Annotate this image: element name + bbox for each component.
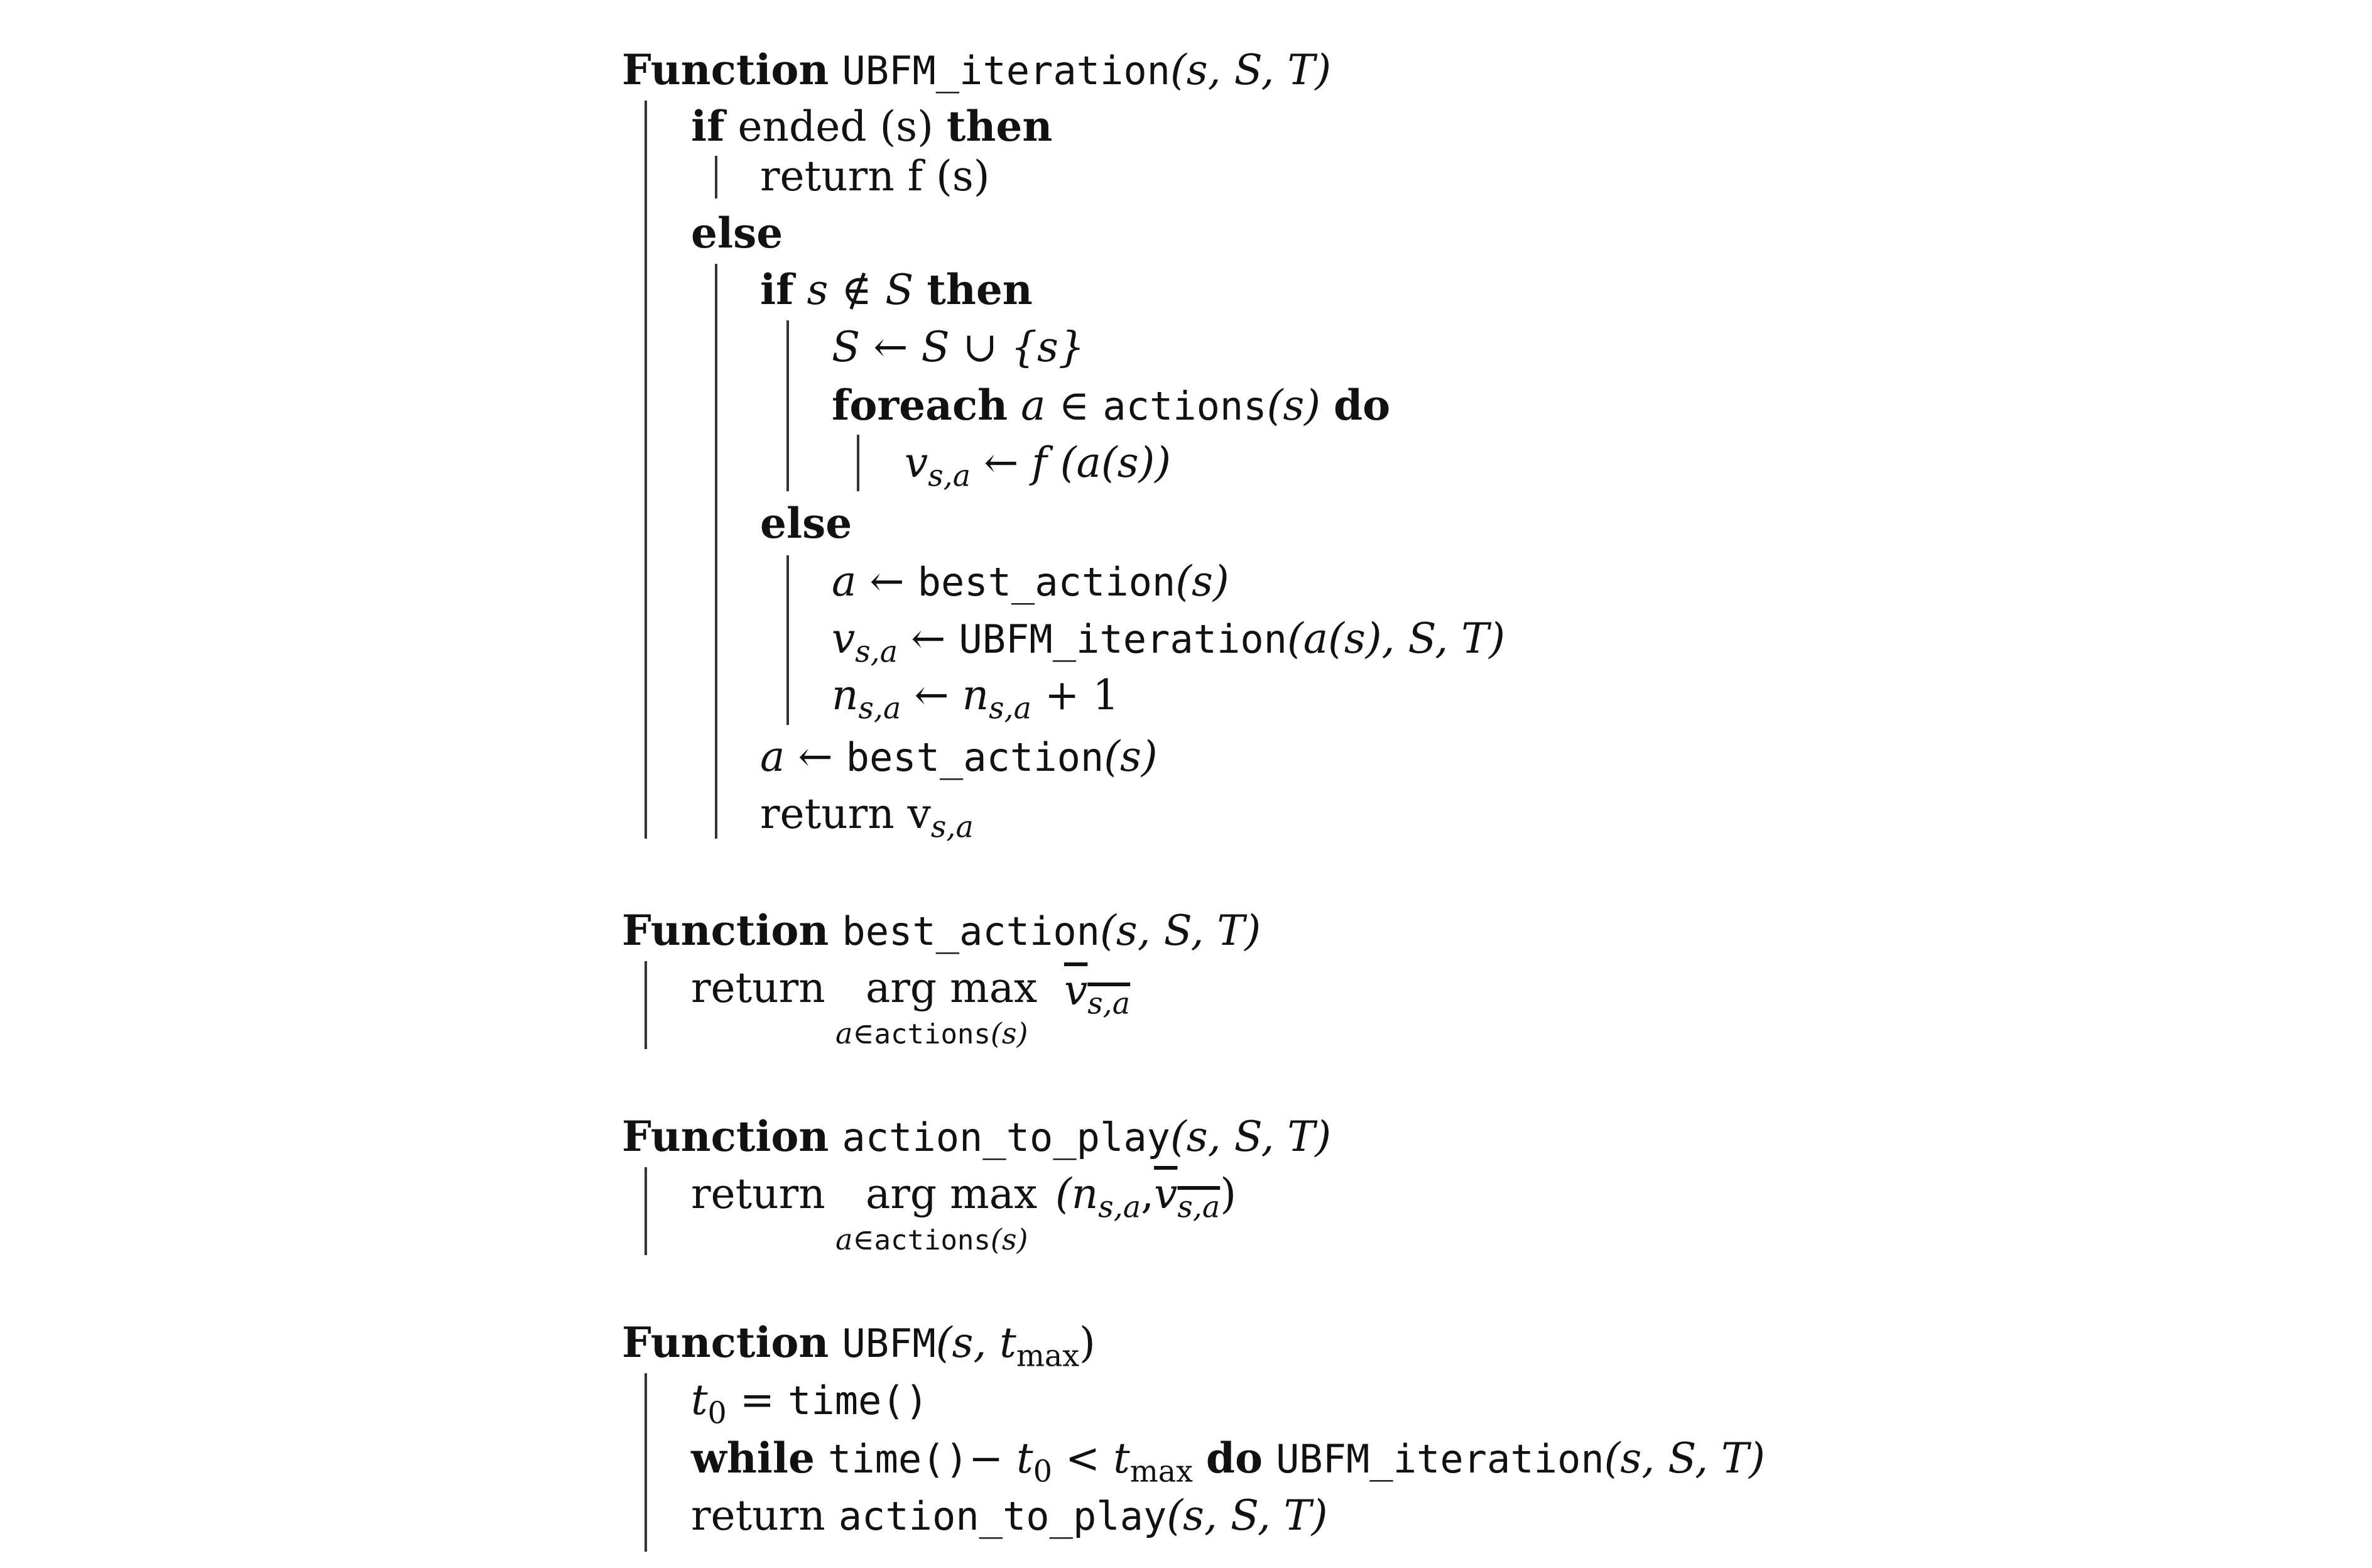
- n-symbol: n: [832, 671, 859, 719]
- line-return-v: [760, 790, 974, 845]
- line-if-not-in: [760, 265, 1033, 314]
- return-v: return v: [760, 790, 931, 838]
- argmax-subscript: a∈actions(s): [835, 1016, 1028, 1050]
- a-assign: a ←: [832, 557, 905, 606]
- time-call: time(): [827, 1436, 969, 1482]
- block-bar: [715, 264, 717, 839]
- return-keyword: return: [691, 1170, 825, 1218]
- line-return-argmax: [691, 1170, 825, 1218]
- ubfm-iteration-args: (a(s), S, T): [1287, 614, 1506, 663]
- block-bar: [645, 961, 647, 1049]
- line-v-recursive: [832, 614, 1506, 670]
- block-bar: [715, 156, 717, 199]
- a-assign: a ←: [760, 732, 833, 781]
- line-s-union: [832, 323, 1085, 371]
- n-subscript: s,a: [858, 691, 901, 726]
- function-keyword: Function: [622, 1112, 829, 1161]
- function-args: (s, S, T): [1170, 1113, 1332, 1161]
- function-args: (s, t: [935, 1319, 1016, 1367]
- plus-one: + 1: [1044, 671, 1119, 719]
- actions-call: actions: [1102, 383, 1267, 429]
- while-keyword: while: [691, 1434, 815, 1483]
- v-subscript: s,a: [928, 459, 971, 494]
- return-keyword: return: [691, 964, 825, 1012]
- block-bar: [857, 435, 859, 491]
- n-rhs-subscript: s,a: [989, 691, 1031, 726]
- function-name: UBFM_iteration: [842, 48, 1170, 94]
- block-bar: [645, 1373, 647, 1552]
- return-f: return f (s): [760, 152, 990, 200]
- do-keyword: do: [1205, 1434, 1263, 1483]
- not-in-expr: s ∉ S: [807, 266, 914, 314]
- ended-call: ended (s): [737, 102, 933, 151]
- function-args: (s, S, T): [1170, 46, 1332, 94]
- do-keyword: do: [1333, 381, 1391, 430]
- return-v-subscript: s,a: [930, 810, 974, 845]
- then-keyword: then: [946, 102, 1053, 151]
- n-arrow: ← n: [914, 671, 989, 719]
- line-return-argmax: [691, 964, 825, 1012]
- else-keyword: else: [760, 499, 852, 548]
- actions-arg: (s): [1266, 381, 1320, 430]
- v-subscript: s,a: [855, 634, 898, 670]
- best-action-arg: (s): [1104, 732, 1158, 781]
- block-bar: [786, 320, 789, 491]
- v-bar-mean: $v_{s,a}$: [1064, 966, 1131, 1021]
- return-keyword: return: [691, 1491, 825, 1540]
- v-assign-rhs: ← f (a(s)): [984, 438, 1172, 487]
- line-else-2: [760, 499, 852, 548]
- argmax-subscript: a∈actions(s): [835, 1222, 1028, 1256]
- if-keyword: if: [691, 102, 725, 151]
- line-if-ended: [691, 102, 1053, 151]
- best-action-arg: (s): [1175, 557, 1229, 606]
- else-keyword: else: [691, 209, 783, 258]
- function-header-action-to-play: [622, 1112, 1332, 1161]
- argmax-operator: arg max: [866, 1170, 1038, 1218]
- foreach-keyword: foreach: [832, 381, 1008, 430]
- action-to-play-call: action_to_play: [838, 1493, 1167, 1539]
- tmax-subscript: max: [1016, 1339, 1080, 1374]
- time-call: time(): [788, 1378, 929, 1424]
- s-union-expr: S ← S ∪ {s}: [832, 323, 1085, 371]
- function-name: best_action: [842, 908, 1101, 954]
- line-t0-time: $t_0$ = time(): [691, 1376, 929, 1431]
- best-action-call: best_action: [917, 559, 1176, 605]
- function-keyword: Function: [622, 906, 829, 955]
- ubfm-iteration-call: UBFM_iteration: [959, 616, 1287, 662]
- function-keyword: Function: [622, 45, 829, 94]
- function-name: UBFM: [842, 1320, 936, 1366]
- then-keyword: then: [927, 265, 1033, 314]
- block-bar: [645, 101, 647, 839]
- line-n-increment: [832, 671, 1119, 726]
- function-keyword: Function: [622, 1318, 829, 1367]
- line-else: [691, 209, 783, 258]
- arrow: ←: [911, 614, 946, 663]
- argmax-operator: arg max: [866, 964, 1038, 1012]
- function-header-best-action: [622, 906, 1261, 955]
- line-a-best-action: [832, 557, 1229, 606]
- block-bar: [645, 1167, 647, 1255]
- function-header-ubfm-iteration: [622, 45, 1332, 94]
- function-name: action_to_play: [842, 1114, 1170, 1160]
- a-in: a ∈: [1021, 381, 1090, 430]
- tuple-n-vbar: $(n_{s,a},v_{s,a})$: [1055, 1170, 1236, 1225]
- line-while: while time()− $t_0 < t_{max}$ do UBFM_iteration(s, S, T): [691, 1434, 1765, 1489]
- v-symbol: v: [905, 438, 928, 487]
- block-bar: [786, 555, 789, 725]
- function-header-ubfm: Function UBFM(s, $t_{max}$): [622, 1318, 1096, 1374]
- line-foreach: [832, 381, 1391, 430]
- line-return-f: [760, 152, 990, 200]
- line-a-best-action-2: [760, 732, 1158, 781]
- v-symbol: v: [832, 614, 856, 663]
- ubfm-iteration-call: UBFM_iteration: [1276, 1436, 1604, 1482]
- function-args: (s, S, T): [1100, 906, 1261, 955]
- if-keyword: if: [760, 265, 794, 314]
- line-v-sa-f: [905, 438, 1172, 494]
- best-action-call: best_action: [846, 734, 1104, 780]
- line-return-action-to-play: return action_to_play(s, S, T): [691, 1491, 1328, 1540]
